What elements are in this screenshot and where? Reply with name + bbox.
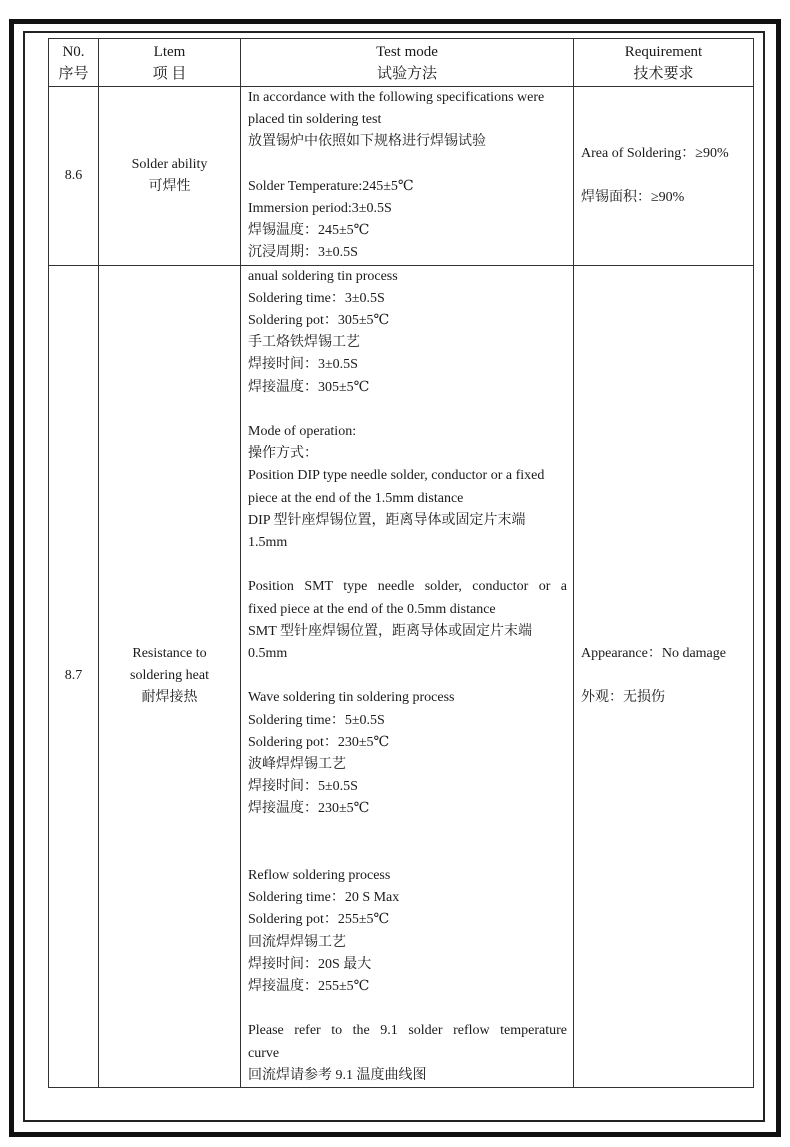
test-line [248,154,567,176]
test-line: Soldering pot：255±5℃ [248,912,390,928]
test-line: 焊接温度：255±5℃ [248,979,370,995]
test-line: 焊接时间：20S 最大 [248,956,372,972]
row-item [99,87,241,266]
test-line [248,554,567,576]
test-line: Please refer to the 9.1 solder reflow temperature [248,1023,567,1039]
item-line: Solder ability [131,156,208,172]
item-line: 可焊性 [148,178,191,194]
test-spec-table [48,38,754,1088]
test-line: Soldering time：5±0.5S [248,712,385,728]
test-line: Mode of operation: [248,424,357,440]
test-line: 焊接时间：3±0.5S [248,357,358,373]
test-line: 1.5mm [248,535,288,551]
test-line: 回流焊请参考 9.1 温度曲线图 [248,1067,427,1083]
test-line: curve [248,1045,280,1061]
header-no-en: N0. [62,43,85,60]
header-test-zh: 试验方法 [376,65,437,82]
table-row [49,87,754,266]
test-line: 0.5mm [248,646,288,662]
test-line: DIP 型针座焊锡位置，距离导体或固定片末端 [248,512,526,528]
test-line [248,821,567,843]
test-line: Soldering time：20 S Max [248,890,400,906]
table-header-row [49,39,754,87]
test-line: 回流焊焊锡工艺 [248,934,346,950]
header-requirement [574,39,754,87]
header-no [49,39,99,87]
test-line: Reflow soldering process [248,868,391,884]
test-line: 焊锡温度：245±5℃ [248,223,370,239]
row-requirement [574,87,754,266]
test-line: 操作方式： [248,446,318,462]
test-line: 放置锡炉中依照如下规格进行焊锡试验 [248,134,486,150]
header-no-zh: 序号 [58,65,89,82]
spacer [581,165,753,187]
requirement-line: 焊锡面积：≥90% [581,189,685,205]
header-req-zh: 技术要求 [633,65,694,82]
requirement-line: Area of Soldering：≥90% [581,145,729,161]
test-line: 焊接温度：230±5℃ [248,801,370,817]
test-line: Wave soldering tin soldering process [248,690,455,706]
test-line: 焊接温度：305±5℃ [248,379,370,395]
test-line: Soldering pot：230±5℃ [248,734,390,750]
test-line: Immersion period:3±0.5S [248,201,392,216]
test-line: anual soldering tin process [248,268,398,284]
test-line [248,399,567,421]
row-item [99,265,241,1087]
test-line: 焊接时间：5±0.5S [248,779,358,795]
spacer [581,665,753,687]
header-test-en: Test mode [376,43,438,60]
test-line: Solder Temperature:245±5℃ [248,178,414,194]
test-line: piece at the end of the 1.5mm distance [248,490,464,506]
header-test-mode [241,39,574,87]
test-line: In accordance with the following specifications were [248,90,545,105]
test-line [248,843,567,865]
test-line: Soldering time：3±0.5S [248,290,385,306]
test-line: placed tin soldering test [248,112,382,128]
header-item-en: Ltem [153,43,186,60]
header-req-en: Requirement [624,43,703,60]
table-row [49,265,754,1087]
requirement-line: Appearance：No damage [581,646,726,662]
test-line: 手工烙铁焊锡工艺 [248,335,360,351]
test-line [248,665,567,687]
row-number: 8.6 [49,87,99,266]
test-line: 波峰焊焊锡工艺 [248,757,346,773]
row-requirement [574,265,754,1087]
test-line: Position SMT type needle solder, conductor or a [248,579,567,595]
row-test-mode [241,87,574,266]
item-line: Resistance to [132,646,207,662]
item-line: soldering heat [130,668,209,684]
requirement-line: 外观：无损伤 [581,690,665,706]
header-item-zh: 项 目 [152,65,187,82]
row-test-mode [241,265,574,1087]
header-item [99,39,241,87]
test-line: SMT 型针座焊锡位置，距离导体或固定片末端 [248,623,533,639]
test-line: Soldering pot：305±5℃ [248,313,390,329]
test-line [248,998,567,1020]
test-line: Position DIP type needle solder, conductor or a fixed [248,468,545,484]
row-number: 8.7 [49,265,99,1087]
item-line: 耐焊接热 [141,690,198,706]
test-line: fixed piece at the end of the 0.5mm distance [248,601,496,617]
test-line: 沉浸周期：3±0.5S [248,245,358,261]
